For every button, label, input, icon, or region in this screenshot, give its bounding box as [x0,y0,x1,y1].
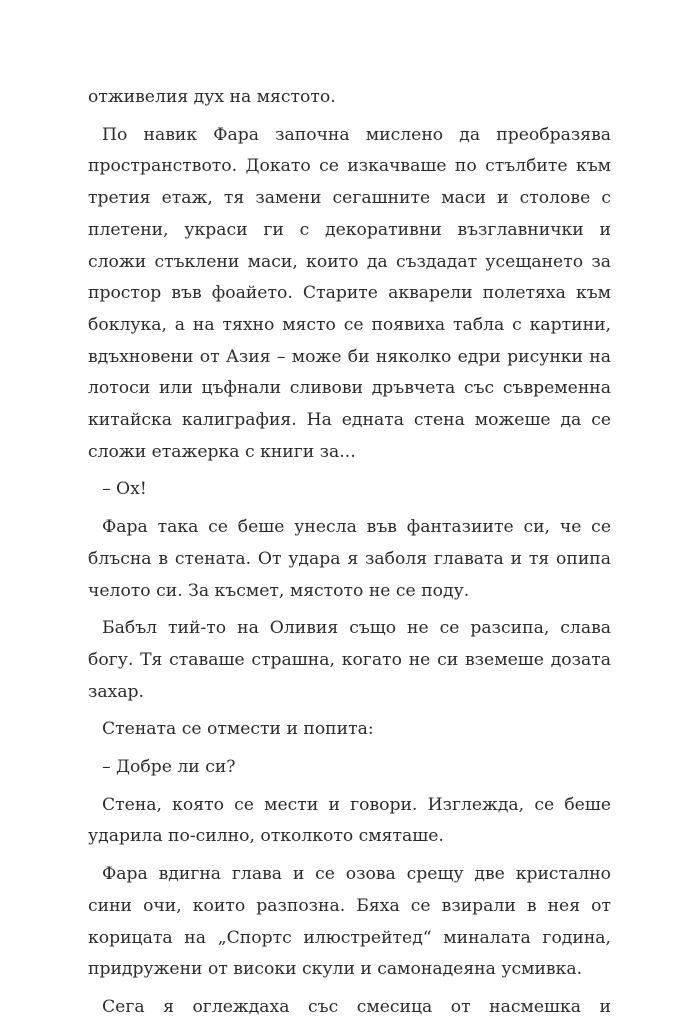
paragraph: Сега я оглеждаха със смесица от насмешка и [102,996,611,1017]
paragraph: Фара така се беше унесла във фантазиите си, че се блъсна в стената. От удара я заболя главата и тя опипа челото си. За късмет, мястото не се поду. [88,517,611,601]
paragraph: Фара вдигна глава и се озова срещу две кристално сини очи, които разпозна. Бяха се взирали в нея от корицата на „Спортс илюстрейтед“ миналата година, придружени от високи скули и самонадеяна усмивка. [88,864,611,980]
dialogue-line: – Ох! [102,479,147,500]
paragraph: Стена, която се мести и говори. Изглежда, се беше ударила по-силно, отколкото смяташе. [88,794,611,847]
paragraph: По навик Фара започна мислено да преобразява пространството. Докато се изкачваше по стълбите към третия етаж, тя замени сегашните маси и столове с плетени, украси ги с декоративни възглавнички и сложи стъклени маси, които да създадат усещането за простор във фоайето. Старите акварели полетяха към боклука, а на тяхно място се появиха табла с картини, вдъхновени от Азия – може би няколко едри рисунки на лотоси или цъфнали сливови дръвчета със съвременна китайска калиграфия. На едната стена можеше да се сложи етажерка с книги за... [88,124,611,462]
paragraph: Стената се отмести и попита: [102,719,374,740]
dialogue-line: – Добре ли си? [102,757,236,778]
body-text [88,82,611,1030]
paragraph: отживелия дух на мястото. [88,87,336,107]
paragraph: Бабъл тий-то на Оливия също не се разсипа, слава богу. Тя ставаше страшна, когато не си вземеше дозата захар. [88,618,611,702]
